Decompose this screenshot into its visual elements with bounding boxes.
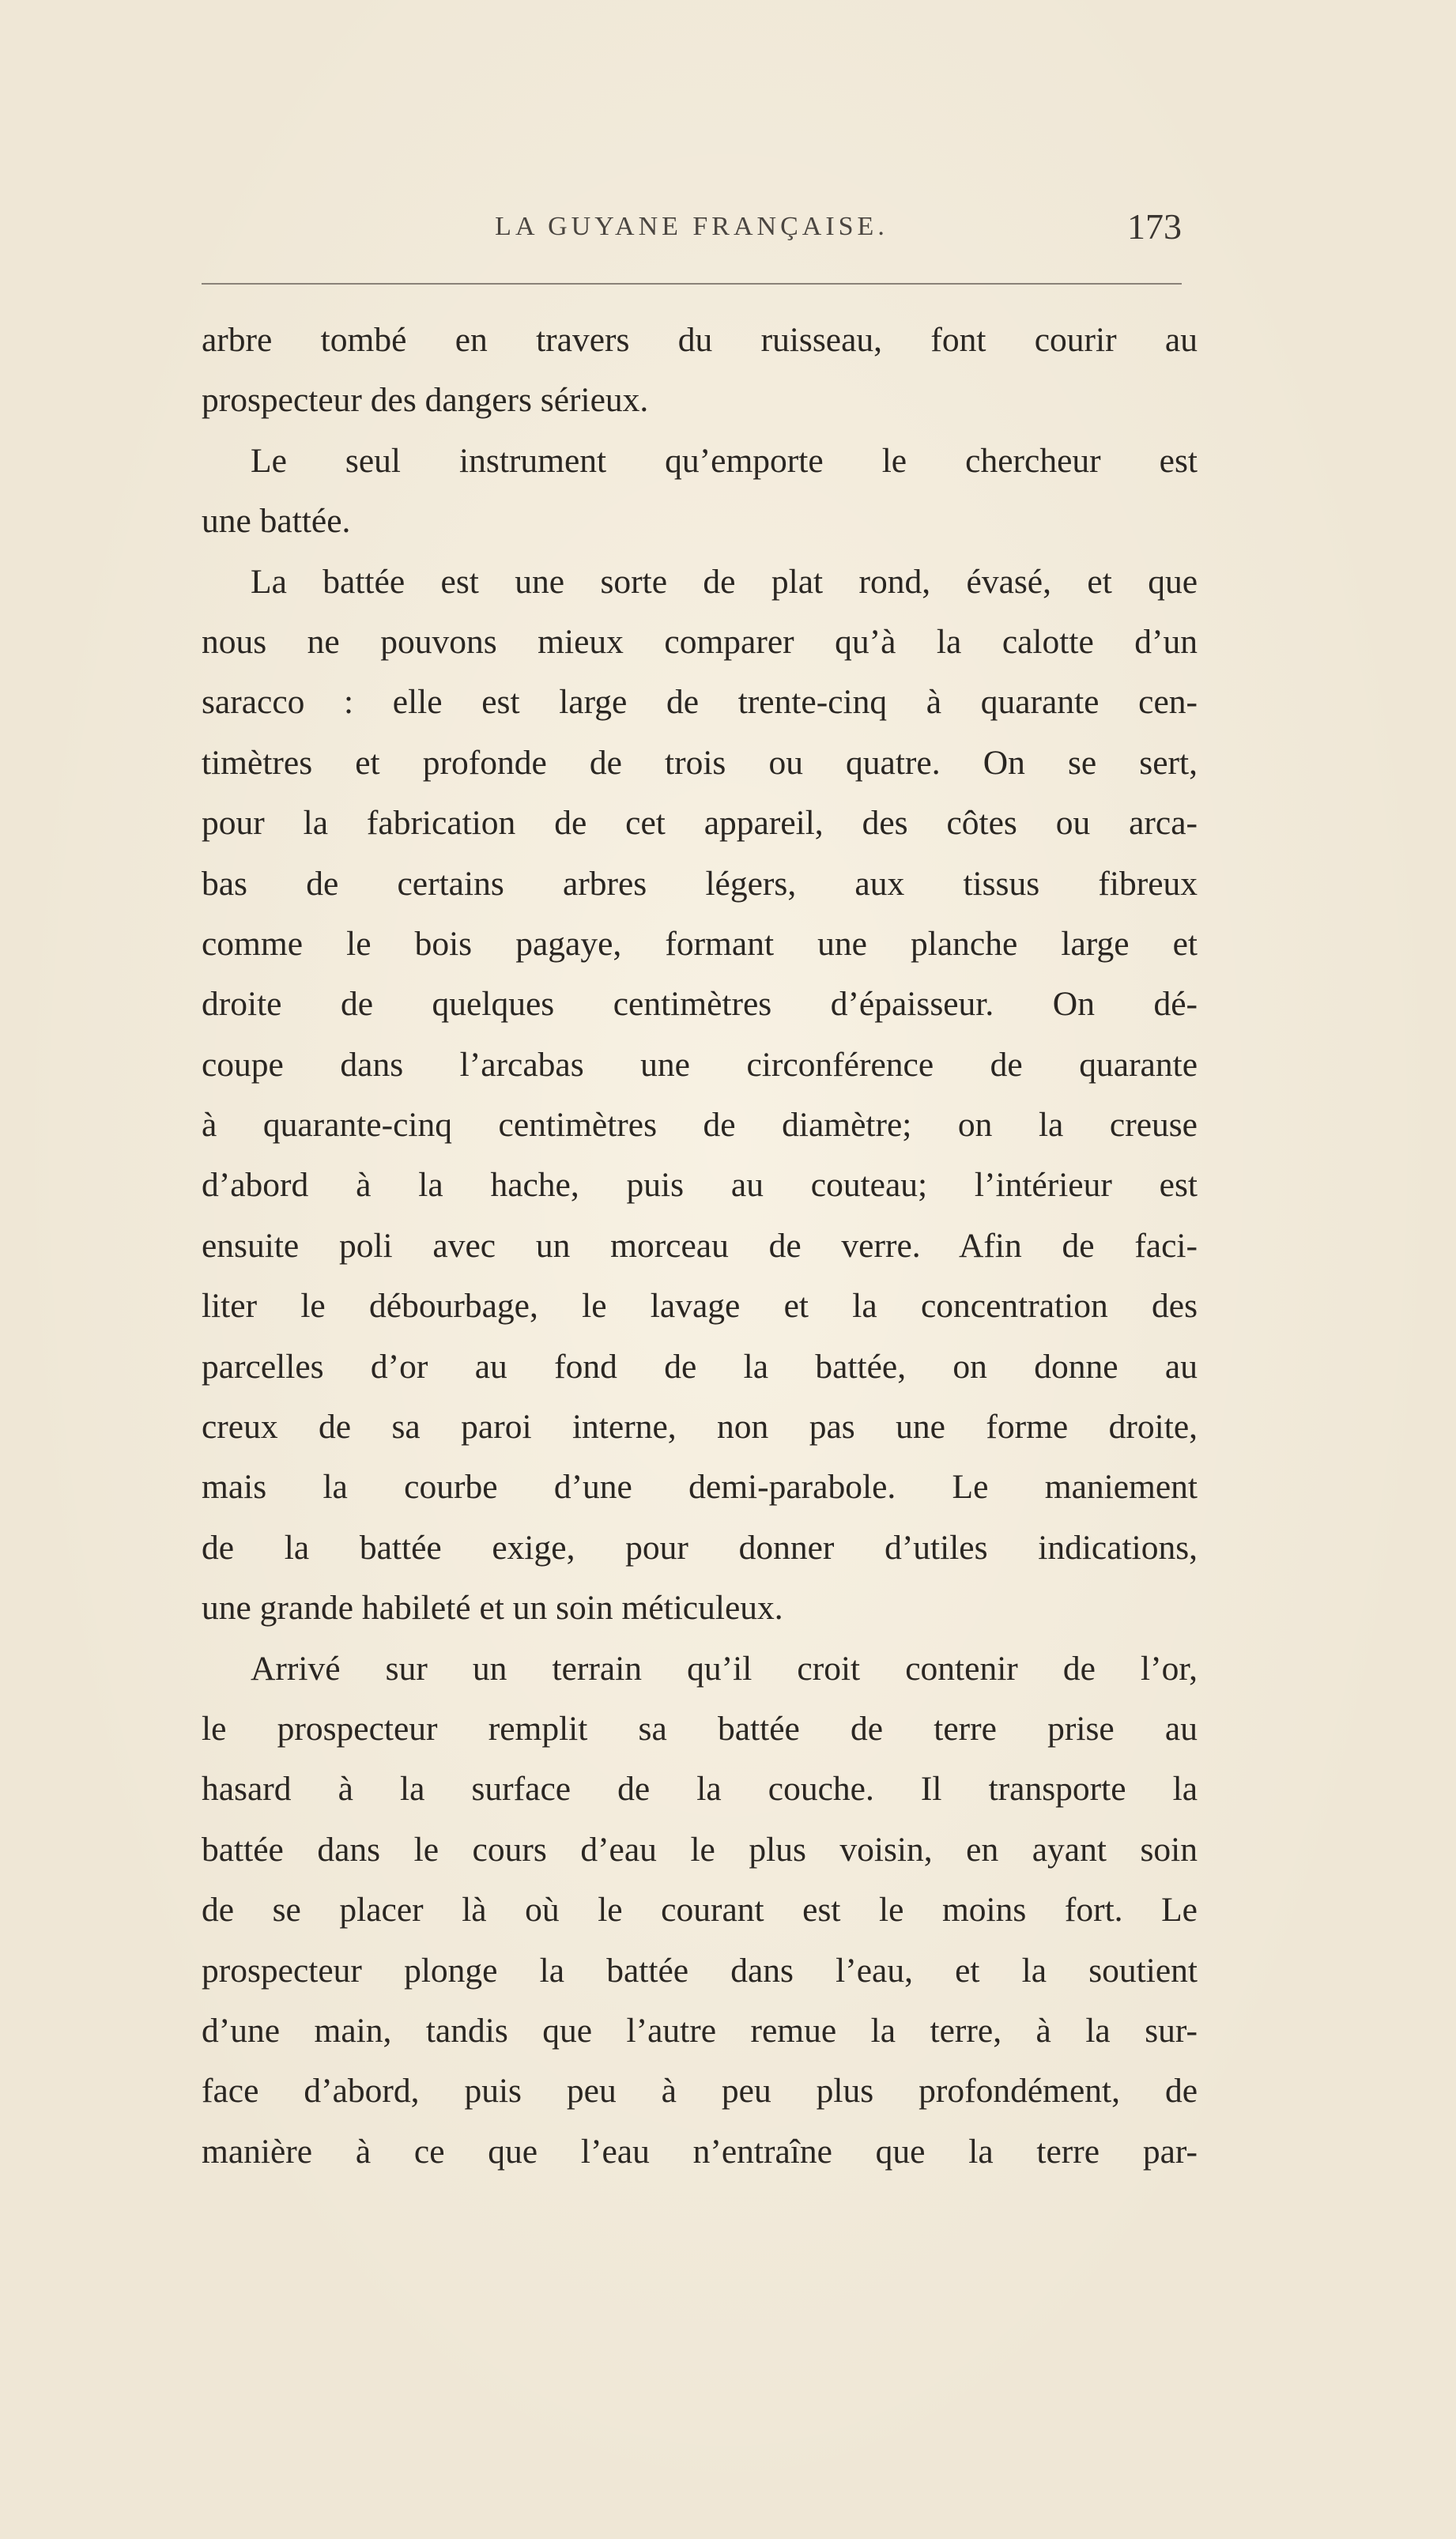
text-line: à quarante-cinq centimètres de diamètre; on la creuse <box>202 1106 1198 1145</box>
text-line: parcelles d’or au fond de la battée, on donne au <box>202 1347 1198 1386</box>
text-line: pour la fabrication de cet appareil, des côtes ou arca- <box>202 804 1198 843</box>
text-line: bas de certains arbres légers, aux tissus fibreux <box>202 864 1198 903</box>
text-line: Le seul instrument qu’emporte le chercheur est <box>251 441 1198 480</box>
text-line: le prospecteur remplit sa battée de terre prise au <box>202 1709 1198 1748</box>
text-line: creux de sa paroi interne, non pas une forme droite, <box>202 1408 1198 1447</box>
text-line: hasard à la surface de la couche. Il transporte la <box>202 1770 1198 1809</box>
text-line: Arrivé sur un terrain qu’il croit contenir de l’or, <box>251 1649 1198 1688</box>
text-line: comme le bois pagaye, formant une planche large et <box>202 924 1198 963</box>
text-line: La battée est une sorte de plat rond, évasé, et que <box>251 562 1198 601</box>
text-line: mais la courbe d’une demi-parabole. Le maniement <box>202 1468 1198 1507</box>
text-line: de se placer là où le courant est le moins fort. Le <box>202 1891 1198 1930</box>
page-number: 173 <box>1127 206 1182 247</box>
text-line: liter le débourbage, le lavage et la concentration des <box>202 1287 1198 1326</box>
text-line: arbre tombé en travers du ruisseau, font courir au <box>202 321 1198 359</box>
text-line: droite de quelques centimètres d’épaisseur. On dé- <box>202 985 1198 1024</box>
text-line: nous ne pouvons mieux comparer qu’à la calotte d’un <box>202 622 1198 661</box>
running-title: LA GUYANE FRANÇAISE. <box>495 212 888 241</box>
text-line: d’abord à la hache, puis au couteau; l’intérieur est <box>202 1166 1198 1205</box>
text-line: saracco : elle est large de trente-cinq à quarante cen- <box>202 683 1198 722</box>
text-line: face d’abord, puis peu à peu plus profondément, de <box>202 2072 1198 2111</box>
text-line: prospecteur des dangers sérieux. <box>202 381 649 420</box>
text-line: battée dans le cours d’eau le plus voisin, en ayant soin <box>202 1830 1198 1869</box>
header-rule <box>202 283 1182 285</box>
text-line: une grande habileté et un soin méticuleux. <box>202 1589 783 1628</box>
text-line: une battée. <box>202 502 351 541</box>
text-line: timètres et profonde de trois ou quatre. On se sert, <box>202 743 1198 782</box>
text-line: manière à ce que l’eau n’entraîne que la terre par- <box>202 2132 1198 2171</box>
text-line: de la battée exige, pour donner d’utiles indications, <box>202 1528 1198 1567</box>
text-line: d’une main, tandis que l’autre remue la terre, à la sur- <box>202 2011 1198 2050</box>
body-text <box>202 310 1198 2182</box>
running-head <box>202 206 1182 259</box>
text-line: coupe dans l’arcabas une circonférence de quarante <box>202 1045 1198 1084</box>
text-line: prospecteur plonge la battée dans l’eau, et la soutient <box>202 1951 1198 1990</box>
text-line: ensuite poli avec un morceau de verre. Afin de faci- <box>202 1226 1198 1265</box>
